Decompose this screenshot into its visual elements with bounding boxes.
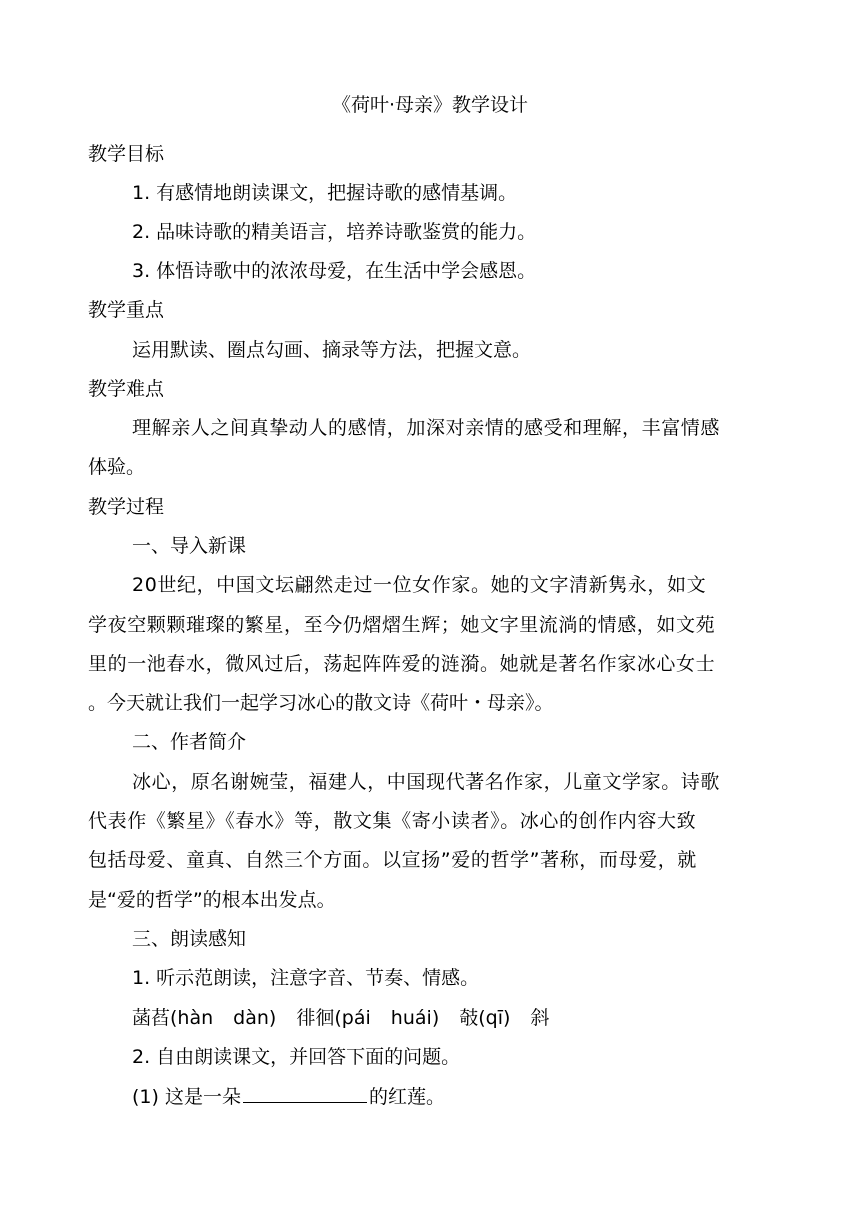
document-title: 《荷叶·母亲》教学设计: [331, 94, 529, 116]
goals-heading: 教学目标: [88, 143, 165, 165]
question-line: [132, 1084, 832, 1109]
paragraph-line: 20世纪，中国文坛翩然走过一位女作家。她的文字清新隽永，如文: [132, 574, 707, 596]
goal-item: 3. 体悟诗歌中的浓浓母爱，在生活中学会感恩。: [132, 260, 537, 282]
section-heading: 三、朗读感知: [132, 928, 247, 950]
section-heading: 一、导入新课: [132, 535, 247, 557]
paragraph-line: 冰心，原名谢婉莹，福建人，中国现代著名作家，儿童文学家。诗歌: [132, 771, 721, 793]
section-heading: 二、作者简介: [132, 731, 247, 753]
difficulties-line: 体验。: [88, 456, 146, 478]
difficulties-line: 理解亲人之间真挚动人的感情，加深对亲情的感受和理解，丰富情感: [132, 417, 721, 439]
paragraph-line: 。今天就让我们一起学习冰心的散文诗《荷叶・母亲》。: [88, 692, 554, 714]
paragraph-line: 里的一池春水，微风过后，荡起阵阵爱的涟漪。她就是著名作家冰心女士: [88, 653, 716, 675]
question-prefix: (1) 这是一朵: [132, 1086, 241, 1108]
reading-item: 1. 听示范朗读，注意字音、节奏、情感。: [132, 967, 480, 989]
pinyin-line: 菡萏(hàn dàn) 徘徊(pái huái) 攲(qī) 斜: [132, 1007, 550, 1029]
paragraph-line: 代表作《繁星》《春水》等，散文集《寄小读者》。冰心的创作内容大致: [88, 810, 697, 832]
goal-item: 2. 品味诗歌的精美语言，培养诗歌鉴赏的能力。: [132, 221, 537, 243]
fill-in-blank: [243, 1084, 367, 1103]
reading-item: 2. 自由朗读课文，并回答下面的问题。: [132, 1046, 461, 1068]
paragraph-line: 学夜空颗颗璀璨的繁星，至今仍熠熠生辉；她文字里流淌的情感，如文苑: [88, 614, 716, 636]
process-heading: 教学过程: [88, 496, 165, 518]
paragraph-line: 是“爱的哲学”的根本出发点。: [88, 889, 336, 911]
paragraph-line: 包括母爱、童真、自然三个方面。以宣扬”爱的哲学”著称，而母爱，就: [88, 849, 697, 871]
question-suffix: 的红莲。: [368, 1086, 445, 1108]
key-points-heading: 教学重点: [88, 299, 165, 321]
goal-item: 1. 有感情地朗读课文，把握诗歌的感情基调。: [132, 182, 518, 204]
key-points-text: 运用默读、圈点勾画、摘录等方法，把握文意。: [132, 339, 532, 361]
difficulties-heading: 教学难点: [88, 378, 165, 400]
